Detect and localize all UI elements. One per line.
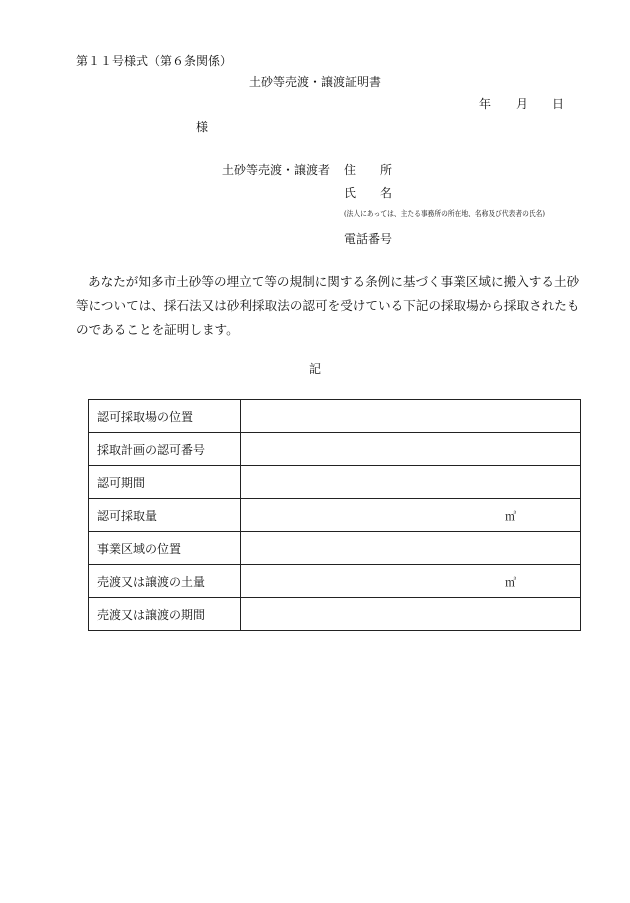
phone-label: 電話番号 [344, 232, 393, 246]
table-row [89, 433, 581, 466]
addressee-suffix: 様 [196, 120, 209, 134]
table-row [89, 499, 581, 532]
seller-label: 土砂等売渡・譲渡者 [222, 163, 331, 177]
cubic-meter-unit: ㎥ [505, 510, 516, 523]
row-value [241, 433, 581, 466]
corporation-note: (法人にあっては、主たる事務所の所在地、名称及び代表者の氏名) [344, 209, 545, 218]
row-label: 売渡又は譲渡の土量 [89, 565, 241, 598]
date-year-label: 年 [479, 97, 492, 111]
certification-text [76, 270, 582, 342]
address-label: 住 所 [344, 163, 393, 177]
table-row [89, 466, 581, 499]
row-label: 認可採取場の位置 [89, 400, 241, 433]
row-value [241, 598, 581, 631]
details-table [88, 399, 581, 631]
body-line-3: のであることを証明します。 [76, 322, 239, 337]
table-row [89, 565, 581, 598]
document-title: 土砂等売渡・譲渡証明書 [248, 75, 381, 89]
table-row [89, 400, 581, 433]
cubic-meter-unit: ㎥ [505, 576, 516, 589]
name-label: 氏 名 [344, 186, 393, 200]
table-row [89, 598, 581, 631]
ki-heading: 記 [308, 362, 321, 376]
form-number: 第１１号様式（第６条関係） [76, 54, 233, 68]
row-label: 認可採取量 [89, 499, 241, 532]
row-label: 採取計画の認可番号 [89, 433, 241, 466]
table-row [89, 532, 581, 565]
date-day-label: 日 [552, 97, 565, 111]
row-label: 認可期間 [89, 466, 241, 499]
row-label: 事業区域の位置 [89, 532, 241, 565]
body-line-1: あなたが知多市土砂等の埋立て等の規制に関する条例に基づく事業区域に搬入する土砂 [88, 274, 580, 289]
row-value [241, 565, 581, 598]
row-label: 売渡又は譲渡の期間 [89, 598, 241, 631]
row-value [241, 499, 581, 532]
row-value [241, 466, 581, 499]
body-line-2: 等については、採石法又は砂利採取法の認可を受けている下記の採取場から採取されたも [76, 298, 580, 313]
date-month-label: 月 [516, 97, 529, 111]
row-value [241, 532, 581, 565]
row-value [241, 400, 581, 433]
